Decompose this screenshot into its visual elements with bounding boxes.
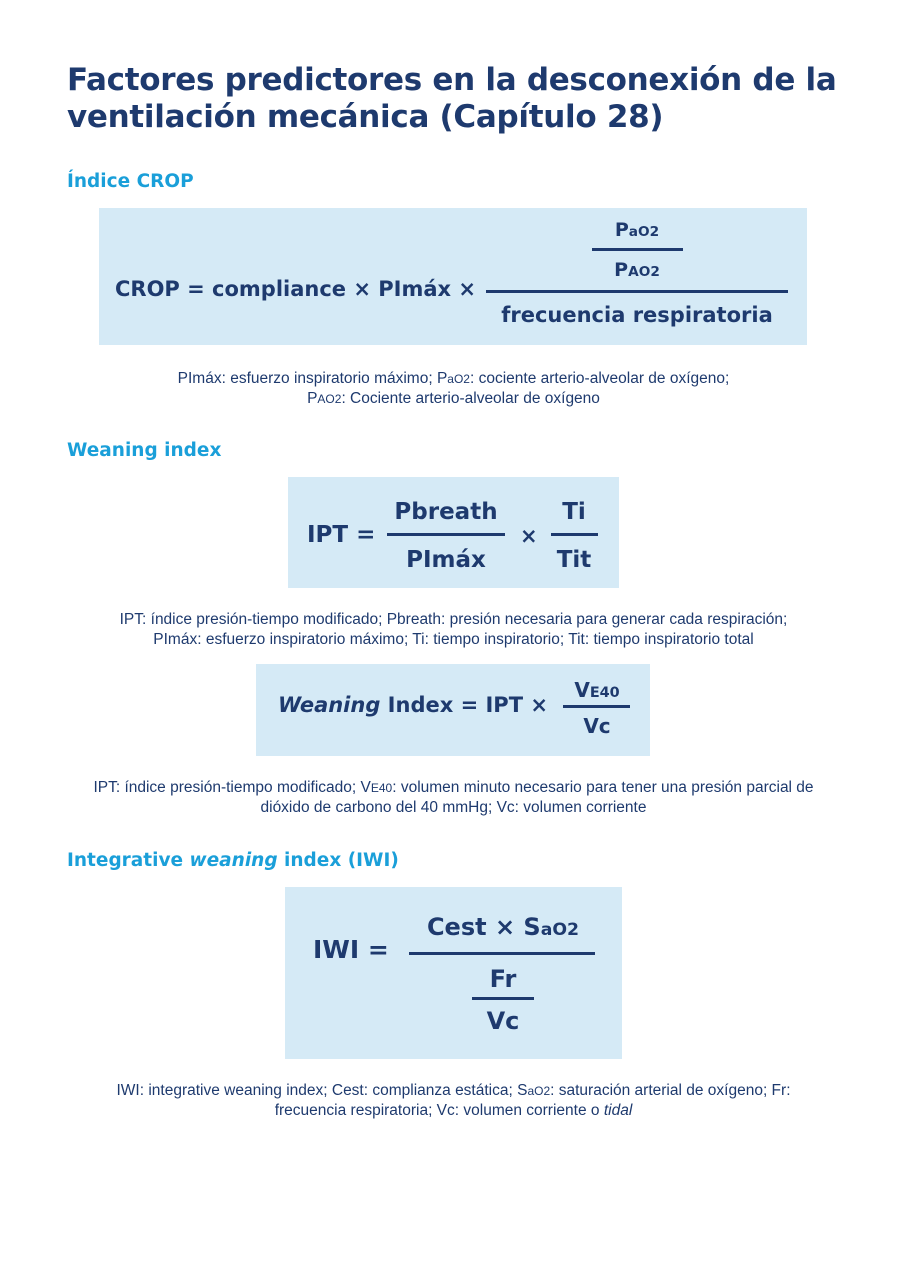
weaning-index-fraction-bar	[563, 705, 630, 708]
section-heading-crop: Índice CROP	[67, 171, 194, 192]
iwi-caption-line-1: IWI: integrative weaning index; Cest: complianza estática; SaO2: saturación arterial de oxígeno; Fr:	[116, 1082, 791, 1099]
weaning-index-caption-line-1: IPT: índice presión-tiempo modificado; VE40: volumen minuto necesario para tener una presión parcial de	[93, 779, 814, 796]
crop-numerator-top: PaO2	[614, 219, 660, 241]
weaning-index-caption-line-2: dióxido de carbono del 40 mmHg; Vc: volumen corriente	[260, 799, 647, 816]
iwi-formula-box	[285, 887, 622, 1059]
crop-formula-box	[99, 208, 807, 345]
crop-main-fraction-bar	[486, 290, 788, 293]
ipt-fraction-bar-1	[387, 533, 505, 536]
iwi-main-fraction-bar	[409, 952, 595, 955]
crop-numerator-bottom: PAO2	[614, 259, 660, 281]
weaning-index-numerator: VE40	[574, 678, 620, 702]
ipt-lhs: IPT =	[307, 522, 376, 548]
iwi-caption	[60, 1081, 847, 1121]
title-line-1: Factores predictores en la desconexión de la	[67, 62, 837, 98]
weaning-index-denominator: Vc	[583, 714, 611, 738]
ipt-fraction-bar-2	[551, 533, 598, 536]
ipt-denominator-2: Tit	[556, 547, 592, 573]
weaning-index-lhs: Weaning Index = IPT ×	[278, 693, 548, 717]
iwi-denominator-top: Fr	[489, 965, 517, 993]
iwi-numerator: Cest × SaO2	[426, 913, 580, 941]
weaning-index-formula-box	[256, 664, 650, 756]
title-line-2: ventilación mecánica (Capítulo 28)	[67, 99, 664, 135]
crop-caption-line-2: PAO2: Cociente arterio-alveolar de oxígeno	[307, 390, 600, 407]
ipt-numerator-2: Ti	[562, 499, 586, 525]
ipt-denominator-1: PImáx	[406, 547, 486, 573]
iwi-caption-line-2: frecuencia respiratoria; Vc: volumen corriente o tidal	[274, 1102, 633, 1119]
weaning-index-caption	[55, 778, 852, 818]
ipt-caption-line-2: PImáx: esfuerzo inspiratorio máximo; Ti: tiempo inspiratorio; Tit: tiempo inspiratorio total	[153, 631, 754, 648]
crop-denominator: frecuencia respiratoria	[501, 303, 773, 327]
ipt-caption-line-1: IPT: índice presión-tiempo modificado; Pbreath: presión necesaria para generar cada respiración;	[119, 611, 788, 628]
crop-caption	[60, 369, 847, 409]
iwi-denominator-bottom: Vc	[486, 1007, 520, 1035]
section-heading-weaning: Weaning index	[67, 440, 222, 461]
page-title	[67, 62, 847, 136]
ipt-times-sign: ×	[520, 524, 538, 548]
crop-caption-line-1: PImáx: esfuerzo inspiratorio máximo; PaO2: cociente arterio-alveolar de oxígeno;	[177, 370, 730, 387]
ipt-formula-box	[288, 477, 619, 588]
crop-formula-lhs: CROP = compliance × PImáx ×	[115, 277, 476, 301]
crop-inner-fraction-bar	[592, 248, 683, 251]
ipt-numerator-1: Pbreath	[394, 499, 498, 525]
ipt-caption	[60, 610, 847, 650]
iwi-inner-fraction-bar	[472, 997, 534, 1000]
section-heading-iwi: Integrative weaning index (IWI)	[67, 850, 399, 871]
iwi-lhs: IWI =	[313, 935, 389, 964]
